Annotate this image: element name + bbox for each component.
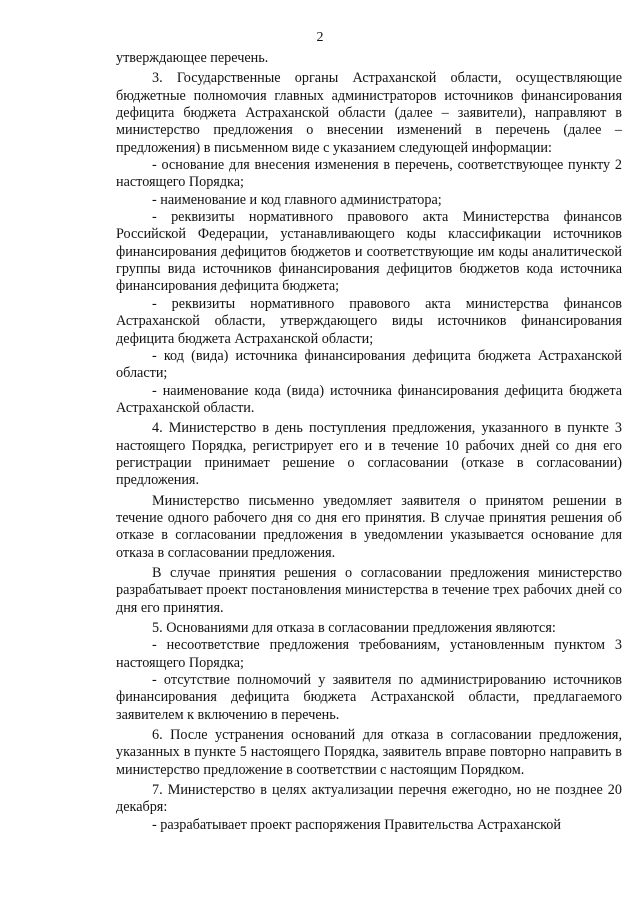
list-item: - несоответствие предложения требованиям, установленным пунктом 3 настоящего Порядка; [116,637,622,671]
paragraph-continuation: утверждающее перечень. [116,50,269,66]
list-item: - код (вида) источника финансирования дефицита бюджета Астраханской области; [116,347,622,382]
list-item: - реквизиты нормативного правового акта министерства финансов Астраханской области, утверждающего виды источников финансирования дефицита бюджета Астраханской области; [116,295,622,347]
paragraph-item-6: 6. После устранения оснований для отказа в согласовании предложения, указанных в пункте 5 настоящего Порядка, заявитель вправе повторно направить в министерство предложение в соответствии с настоящим Порядком. [116,727,622,778]
paragraph-item-7: 7. Министерство в целях актуализации перечня ежегодно, но не позднее 20 декабря: [116,782,622,816]
paragraph-item-3: 3. Государственные органы Астраханской области, осуществляющие бюджетные полномочия главных администраторов источников финансирования дефицита бюджета Астраханской области (далее – заявители), направляют в министерство предложения о внесении изменений в перечень (далее – предложения) в письменном виде с указанием следующей информации: [116,70,622,156]
list-item: - наименование кода (вида) источника финансирования дефицита бюджета Астраханской области. [116,382,622,416]
document-body [116,50,622,834]
page-number: 2 [316,30,324,45]
list-item: - основание для внесения изменения в перечень, соответствующее пункту 2 настоящего Порядка; [116,157,622,191]
paragraph-item-4: 4. Министерство в день поступления предложения, указанного в пункте 3 настоящего Порядка, регистрирует его и в течение 10 рабочих дней со дня его регистрации принимает решение о согласовании (отказе в согласовании) предложения. [116,420,622,489]
list-item: - реквизиты нормативного правового акта Министерства финансов Российской Федерации, устанавливающего коды классификации источников финансирования дефицитов бюджетов и соответствующие им коды аналитической группы вида источников финансирования дефицитов бюджетов кода источника финансирования дефицита бюджета; [116,209,622,295]
list-item: - отсутствие полномочий у заявителя по администрированию источников финансирования дефицита бюджета Астраханской области, предлагаемого заявителем к включению в перечень. [116,672,622,723]
paragraph: В случае принятия решения о согласовании предложения министерство разрабатывает проект постановления министерства в течение трех рабочих дней со дня его принятия. [116,564,622,616]
list-item: - разрабатывает проект распоряжения Правительства Астраханской [152,816,561,833]
paragraph-item-5: 5. Основаниями для отказа в согласовании предложения являются: [152,620,556,636]
paragraph: Министерство письменно уведомляет заявителя о принятом решении в течение одного рабочего дня со дня его принятия. В случае принятия решения об отказе в согласовании предложения в уведомлении указывается основание для отказа в согласовании предложения. [116,492,622,561]
list-item: - наименование и код главного администратора; [152,191,442,208]
